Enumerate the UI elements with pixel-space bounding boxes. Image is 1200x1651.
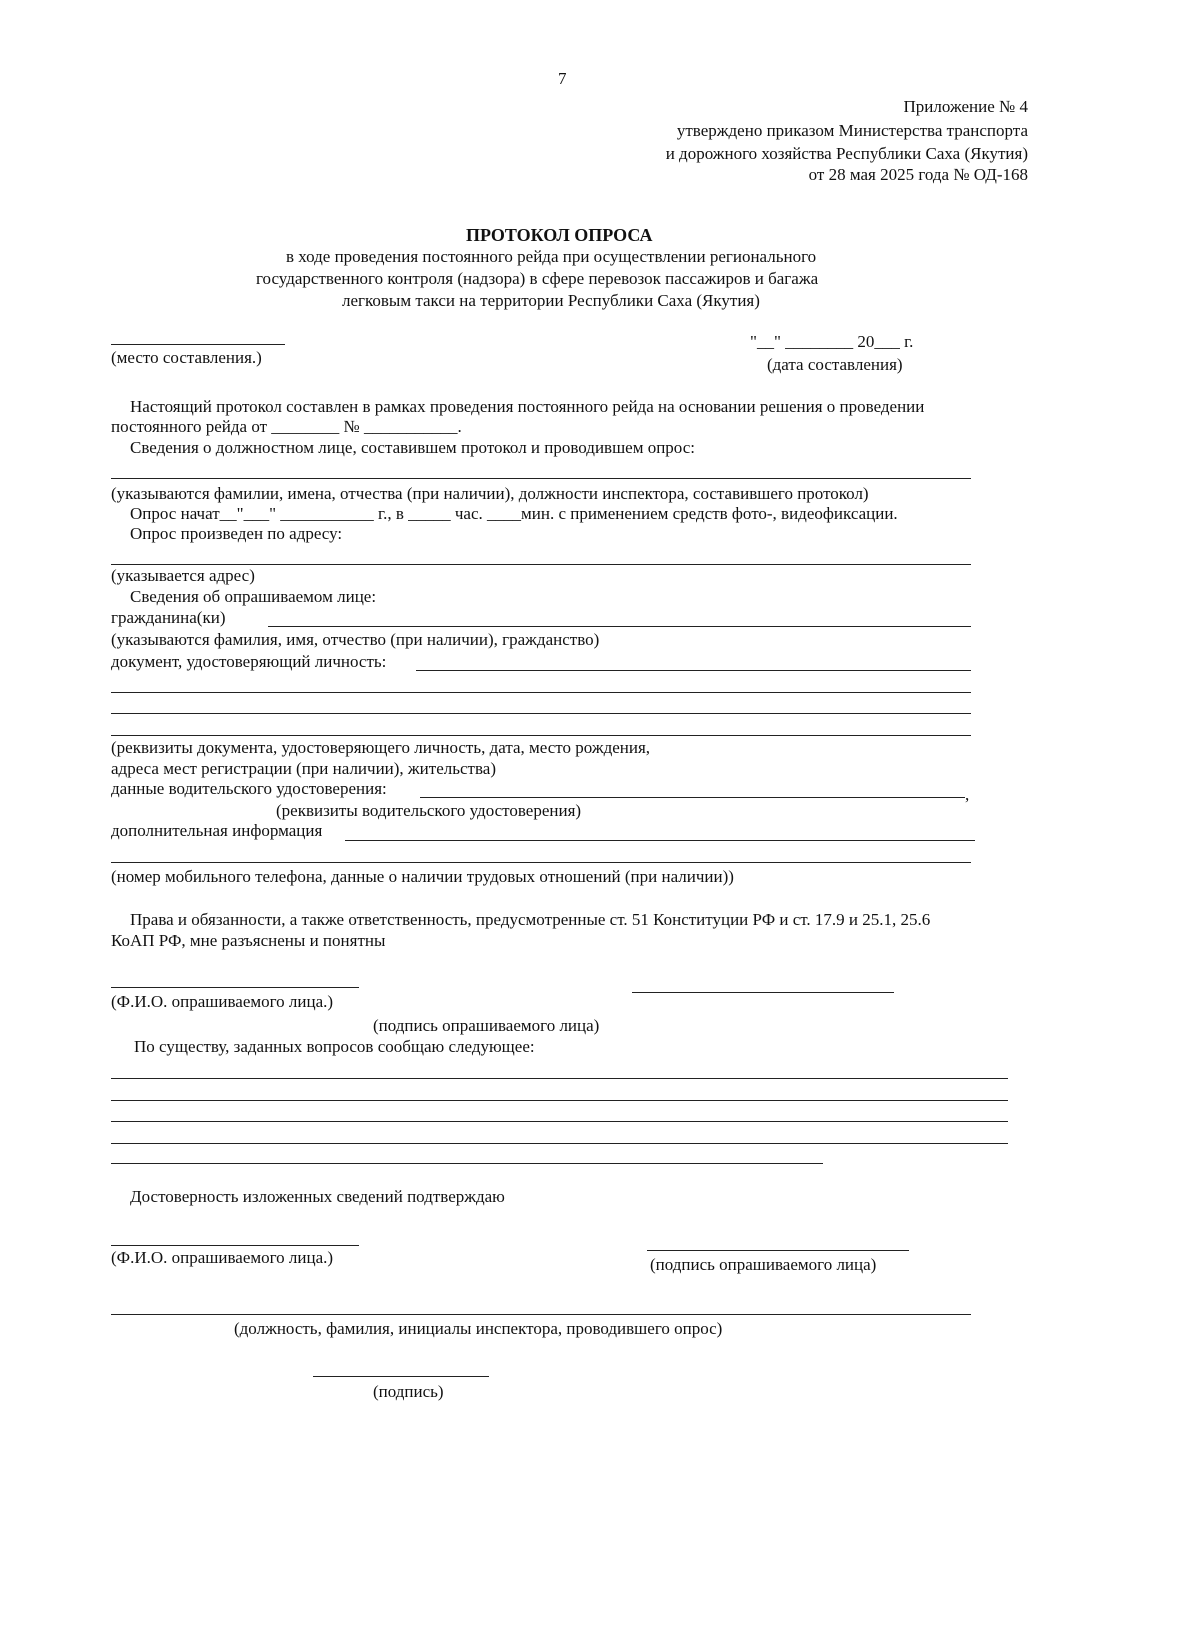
id-document-field-line[interactable]	[111, 735, 971, 736]
official-hint: (указываются фамилии, имена, отчества (при наличии), должности инспектора, составившего протокол)	[111, 484, 869, 503]
rights-text: КоАП РФ, мне разъяснены и понятны	[111, 931, 386, 950]
extra-info-hint: (номер мобильного телефона, данные о наличии трудовых отношений (при наличии))	[111, 867, 734, 886]
id-document-field-line[interactable]	[111, 692, 971, 693]
inspector-field-line[interactable]	[111, 1314, 971, 1315]
signature-label: (подпись опрашиваемого лица)	[373, 1016, 600, 1035]
address-field-line[interactable]	[111, 564, 971, 565]
document-subtitle: государственного контроля (надзора) в сфере перевозок пассажиров и багажа	[256, 269, 819, 288]
answer-line[interactable]	[111, 1100, 1008, 1101]
answer-line[interactable]	[111, 1121, 1008, 1122]
answer-line[interactable]	[111, 1143, 1008, 1144]
place-field-line[interactable]	[111, 344, 285, 345]
official-info-label: Сведения о должностном лице, составившем протокол и проводившем опрос:	[130, 438, 696, 457]
approval-line: и дорожного хозяйства Республики Саха (Якутия)	[665, 144, 1028, 163]
citizen-hint: (указываются фамилия, имя, отчество (при наличии), гражданство)	[111, 630, 600, 649]
signature-label: (подпись опрашиваемого лица)	[650, 1255, 877, 1274]
official-field-line[interactable]	[111, 478, 971, 479]
place-label: (место составления.)	[111, 348, 262, 367]
address-label: Опрос произведен по адресу:	[130, 524, 343, 543]
date-field[interactable]: "__" ________ 20___ г.	[750, 332, 914, 351]
fio-label: (Ф.И.О. опрашиваемого лица.)	[111, 1248, 334, 1267]
license-hint: (реквизиты водительского удостоверения)	[276, 801, 582, 820]
intro-text: постоянного рейда от ________ № ___________.	[111, 417, 462, 436]
document-subtitle: в ходе проведения постоянного рейда при осуществлении регионального	[286, 247, 817, 266]
fio-field-line[interactable]	[111, 987, 359, 988]
id-document-field-line[interactable]	[111, 713, 971, 714]
signature-field-line[interactable]	[632, 992, 894, 993]
answer-line[interactable]	[111, 1078, 1008, 1079]
fio-label: (Ф.И.О. опрашиваемого лица.)	[111, 992, 334, 1011]
survey-start-line: Опрос начат__"___" ___________ г., в _____ час. ____мин. с применением средств фото-, видеофиксации.	[130, 504, 898, 523]
signature-field-line[interactable]	[647, 1250, 909, 1251]
id-document-hint: адреса мест регистрации (при наличии), жительства)	[111, 759, 496, 778]
essence-label: По существу, заданных вопросов сообщаю следующее:	[134, 1037, 535, 1056]
license-field-line[interactable]	[420, 797, 965, 798]
id-document-label: документ, удостоверяющий личность:	[111, 652, 387, 671]
approval-line: утверждено приказом Министерства транспорта	[676, 121, 1028, 140]
fio-field-line[interactable]	[111, 1245, 359, 1246]
appendix-number: Приложение № 4	[903, 97, 1028, 116]
date-label: (дата составления)	[767, 355, 903, 374]
extra-info-label: дополнительная информация	[111, 821, 323, 840]
license-label: данные водительского удостоверения:	[111, 779, 387, 798]
extra-info-field-line[interactable]	[111, 862, 971, 863]
extra-info-field-line[interactable]	[345, 840, 975, 841]
document-title: ПРОТОКОЛ ОПРОСА	[466, 225, 653, 245]
person-info-label: Сведения об опрашиваемом лице:	[130, 587, 377, 606]
document-subtitle: легковым такси на территории Республики Саха (Якутия)	[342, 291, 760, 310]
order-reference: от 28 мая 2025 года № ОД-168	[808, 165, 1028, 184]
address-hint: (указывается адрес)	[111, 566, 255, 585]
page-number: 7	[558, 69, 567, 88]
rights-text: Права и обязанности, а также ответственность, предусмотренные ст. 51 Конституции РФ и ст. 17.9 и 25.1, 25.6	[130, 910, 931, 929]
inspector-hint: (должность, фамилия, инициалы инспектора, проводившего опрос)	[234, 1319, 723, 1338]
confirmation-text: Достоверность изложенных сведений подтверждаю	[130, 1187, 505, 1206]
answer-line[interactable]	[111, 1163, 823, 1164]
license-comma: ,	[965, 785, 970, 804]
id-document-hint: (реквизиты документа, удостоверяющего личность, дата, место рождения,	[111, 738, 651, 757]
signature-field-line[interactable]	[313, 1376, 489, 1377]
citizen-field-line[interactable]	[268, 626, 971, 627]
citizen-label: гражданина(ки)	[111, 608, 226, 627]
signature-label: (подпись)	[373, 1382, 444, 1401]
intro-text: Настоящий протокол составлен в рамках проведения постоянного рейда на основании решения о проведении	[130, 397, 925, 416]
id-document-field-line[interactable]	[416, 670, 971, 671]
